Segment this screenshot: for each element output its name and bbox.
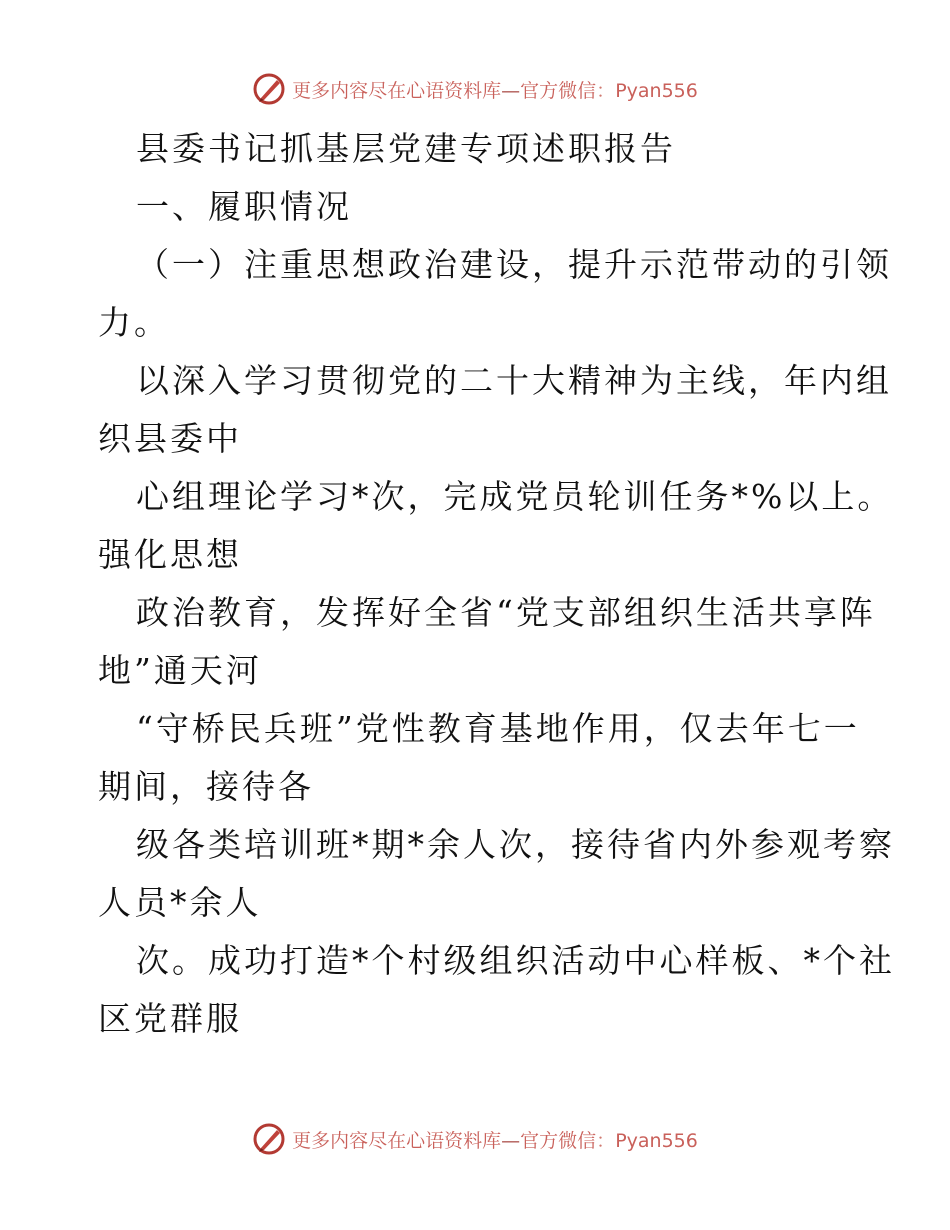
document-body (98, 120, 895, 1048)
watermark-text: 更多内容尽在心语资料库—官方微信：Pyan556 (292, 79, 698, 102)
document-title: 县委书记抓基层党建专项述职报告 (136, 129, 676, 168)
paragraph-line: 以深入学习贯彻党的二十大精神为主线，年内组 (136, 361, 892, 400)
paragraph-line: 人员*余人 (98, 883, 262, 922)
paragraph-line: 次。成功打造*个村级组织活动中心样板、*个社 (136, 941, 895, 980)
pen-logo-icon (252, 72, 286, 106)
subsection-heading-cont: 力。 (98, 303, 170, 342)
paragraph-line: 级各类培训班*期*余人次，接待省内外参观考察 (136, 825, 895, 864)
pen-logo-icon (252, 1122, 286, 1156)
paragraph-line: 区党群服 (98, 999, 242, 1038)
watermark-header (0, 72, 950, 106)
paragraph-line: 心组理论学习*次，完成党员轮训任务*%以上。 (136, 477, 894, 516)
watermark-text: 更多内容尽在心语资料库—官方微信：Pyan556 (292, 1129, 698, 1152)
paragraph-line: “守桥民兵班”党性教育基地作用，仅去年七一 (136, 709, 860, 748)
paragraph-line: 织县委中 (98, 419, 242, 458)
paragraph-line: 期间，接待各 (98, 767, 314, 806)
paragraph-line: 政治教育，发挥好全省“党支部组织生活共享阵 (136, 593, 876, 632)
watermark-footer (0, 1122, 950, 1156)
paragraph-line: 强化思想 (98, 535, 242, 574)
subsection-heading: （一）注重思想政治建设，提升示范带动的引领 (136, 245, 892, 284)
section-heading: 一、履职情况 (136, 187, 352, 226)
paragraph-line: 地”通天河 (98, 651, 262, 690)
